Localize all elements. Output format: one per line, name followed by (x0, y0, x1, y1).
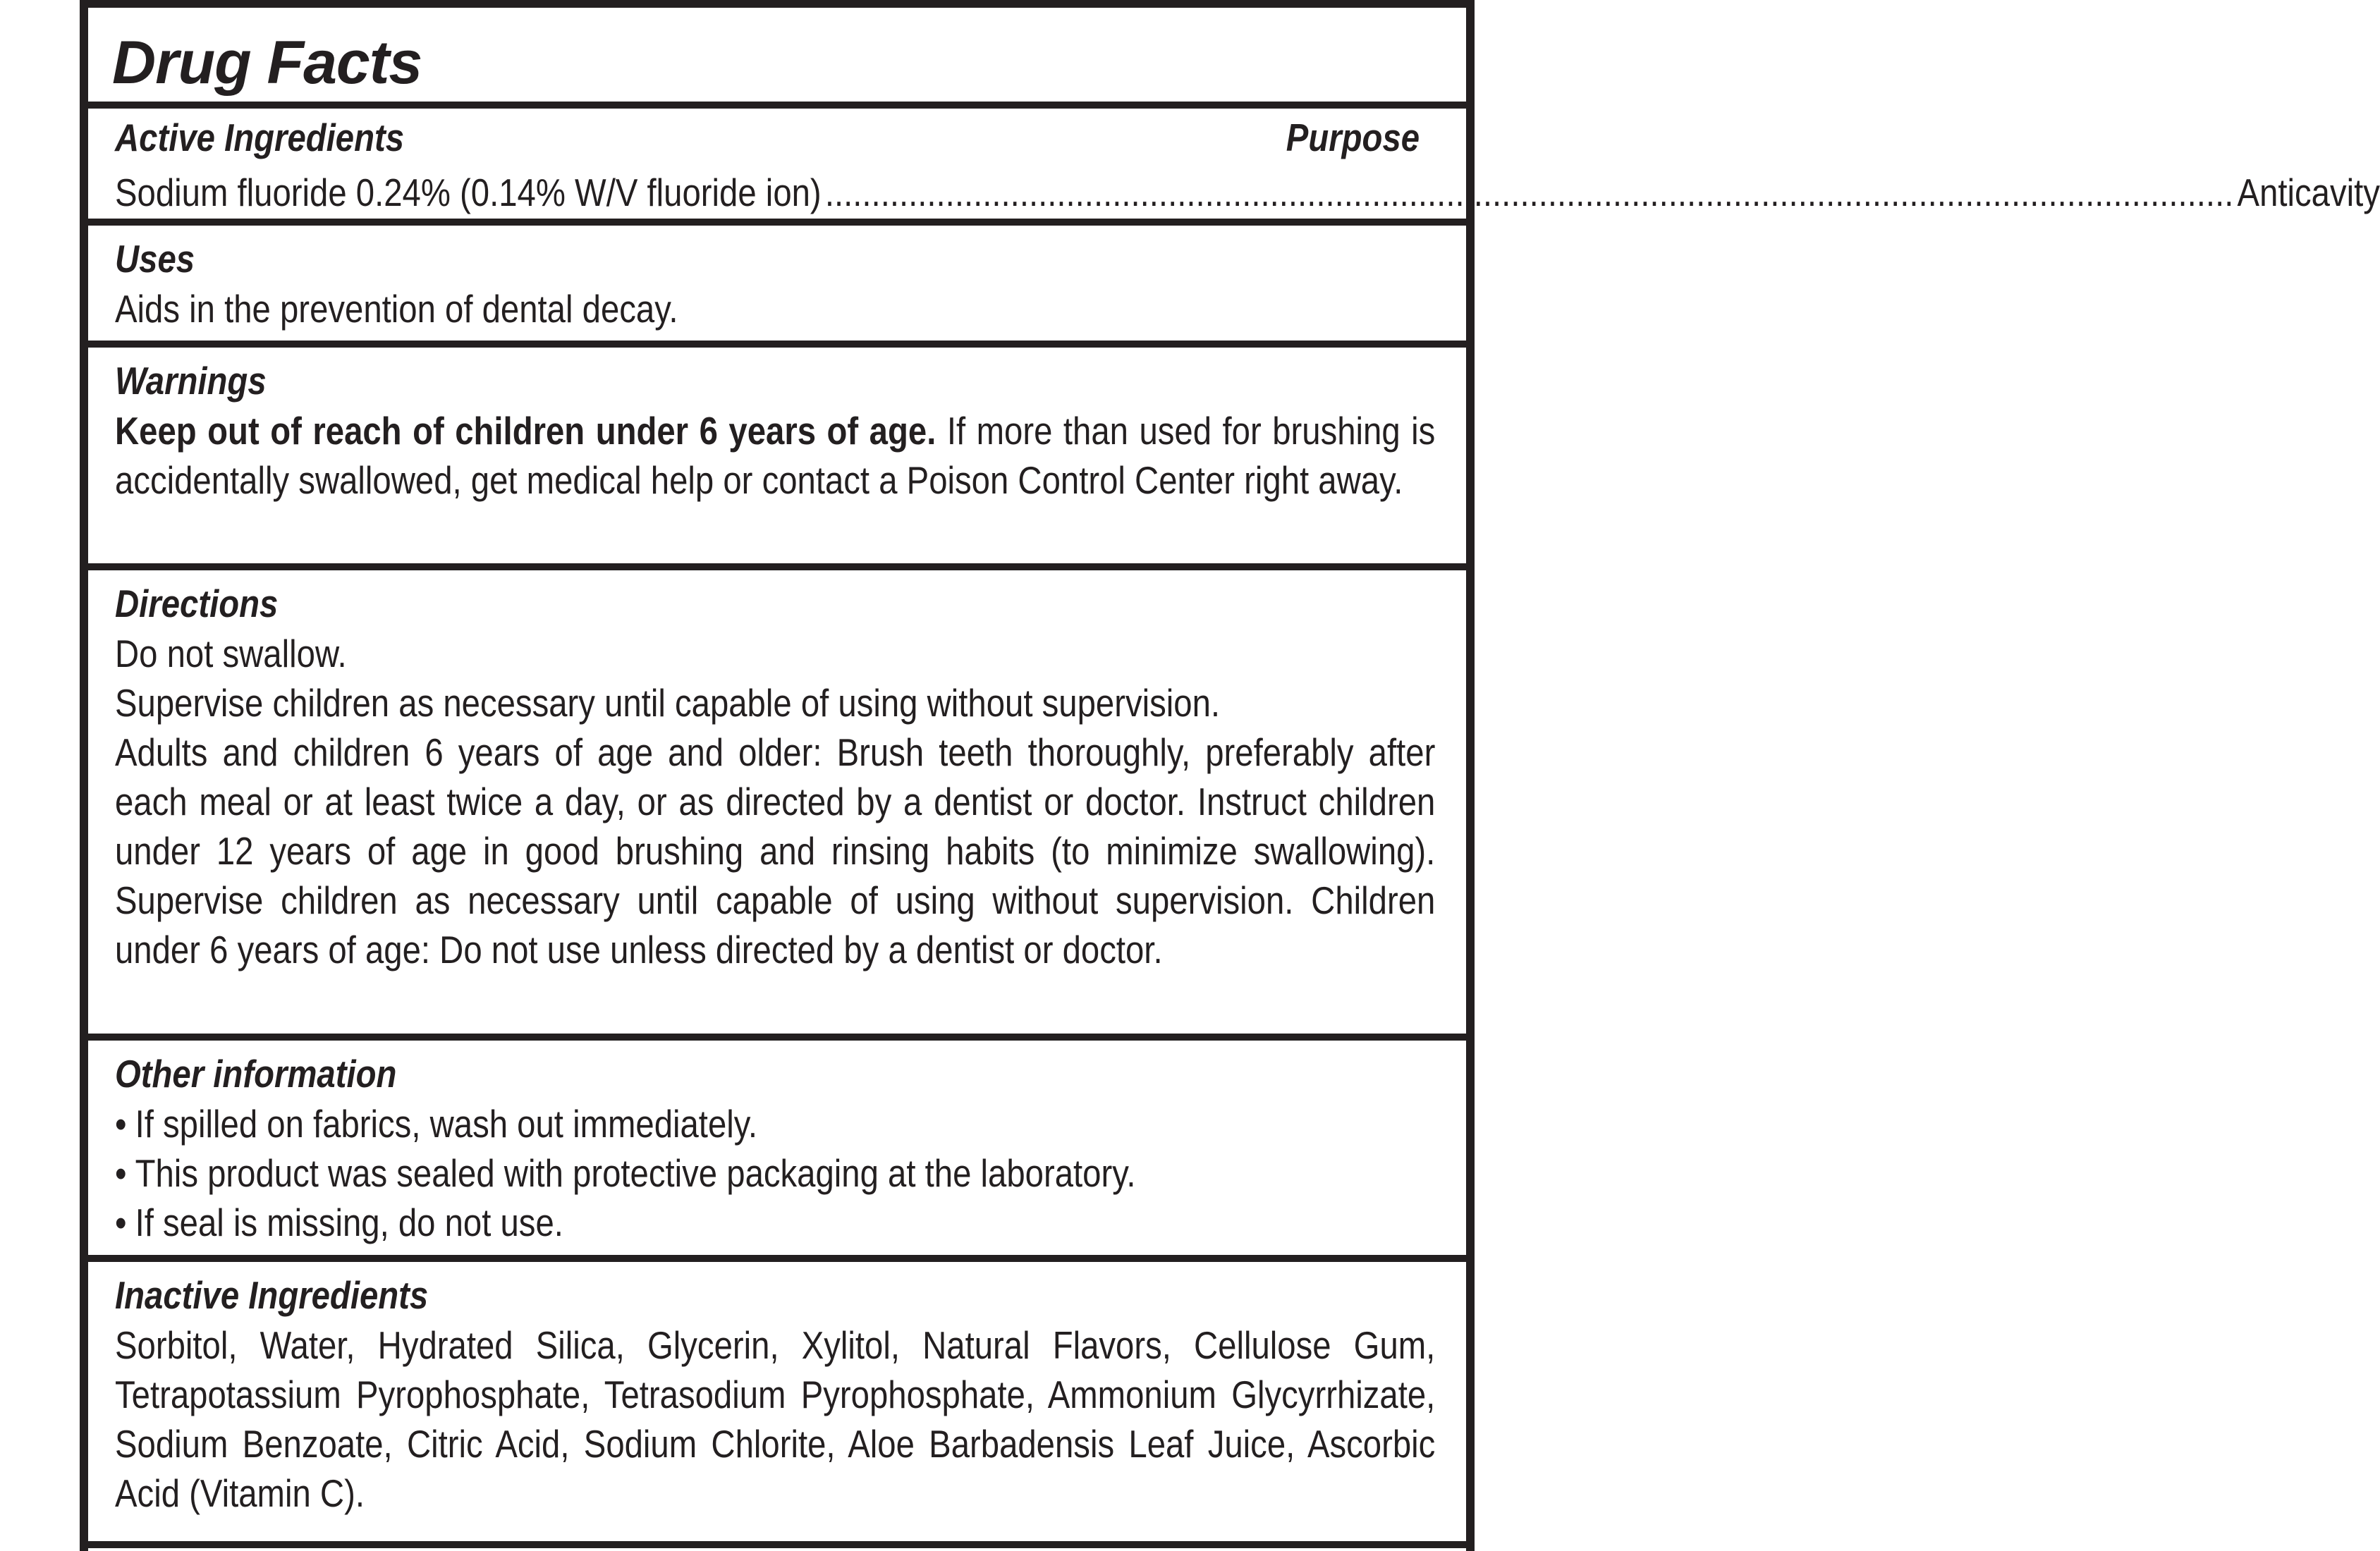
active-ingredient-row-wrap (115, 168, 2380, 217)
drug-facts-label (80, 0, 2380, 1551)
other-information-heading: Other information (115, 1052, 397, 1096)
uses-section (88, 226, 1466, 348)
inactive-ingredients-section (88, 1262, 1466, 1548)
directions-line-1: Do not swallow. (115, 632, 347, 675)
other-information-section (88, 1041, 1466, 1262)
active-ingredient-purpose: Anticavity (2237, 171, 2380, 214)
warnings-heading: Warnings (115, 359, 267, 403)
other-information-list (115, 1099, 1435, 1247)
drug-facts-title: Drug Facts (112, 29, 422, 97)
inactive-ingredients-heading: Inactive Ingredients (115, 1273, 429, 1317)
purpose-heading: Purpose (1286, 116, 1420, 159)
active-ingredients-section (88, 109, 2380, 226)
active-ingredient-name: Sodium fluoride 0.24% (0.14% W/V fluoride ion) (115, 171, 822, 214)
leader-dots: ........................................................................................................................................................ (824, 171, 2234, 214)
title-panel (88, 0, 1466, 109)
warnings-section (88, 348, 1466, 570)
active-ingredients-heading: Active Ingredients (115, 116, 405, 159)
active-ingredient-row (115, 168, 2380, 217)
active-ingredients-header-row (115, 118, 1435, 168)
directions-line-2: Supervise children as necessary until capable of using without supervision. (115, 681, 1221, 725)
directions-heading: Directions (115, 582, 279, 625)
directions-body (115, 629, 1435, 974)
warnings-text (115, 406, 1435, 505)
warnings-body-text: If more than used for brushing is accidentally swallowed, get medical help or contact a Poison Control Center right away. (115, 409, 1436, 502)
directions-paragraph: Adults and children 6 years of age and older: Brush teeth thoroughly, preferably after each meal or at least twice a day, or as directed by a dentist or doctor. Instruct children under 12 years of age in good brushing and rinsing habits (to minimize swallowing). Supervise children as necessary until capable of using without supervision. Children under 6 years of age: Do not use unless directed by a dentist or doctor. (115, 730, 1436, 971)
inactive-ingredients-text: Sorbitol, Water, Hydrated Silica, Glycerin, Xylitol, Natural Flavors, Cellulose Gum, Tetrapotassium Pyrophosphate, Tetrasodium Pyrophosphate, Ammonium Glycyrrhizate, Sodium Benzoate, Citric Acid, Sodium Chlorite, Aloe Barbadensis Leaf Juice, Ascorbic Acid (Vitamin C). (115, 1323, 1436, 1515)
list-item: • If spilled on fabrics, wash out immediately. (115, 1099, 1435, 1148)
list-item: • If seal is missing, do not use. (115, 1198, 1435, 1247)
directions-section (88, 570, 1466, 1041)
list-item: • This product was sealed with protective packaging at the laboratory. (115, 1148, 1435, 1198)
uses-heading: Uses (115, 237, 195, 281)
uses-text: Aids in the prevention of dental decay. (115, 287, 678, 331)
warnings-bold-text: Keep out of reach of children under 6 years of age. (115, 409, 936, 453)
